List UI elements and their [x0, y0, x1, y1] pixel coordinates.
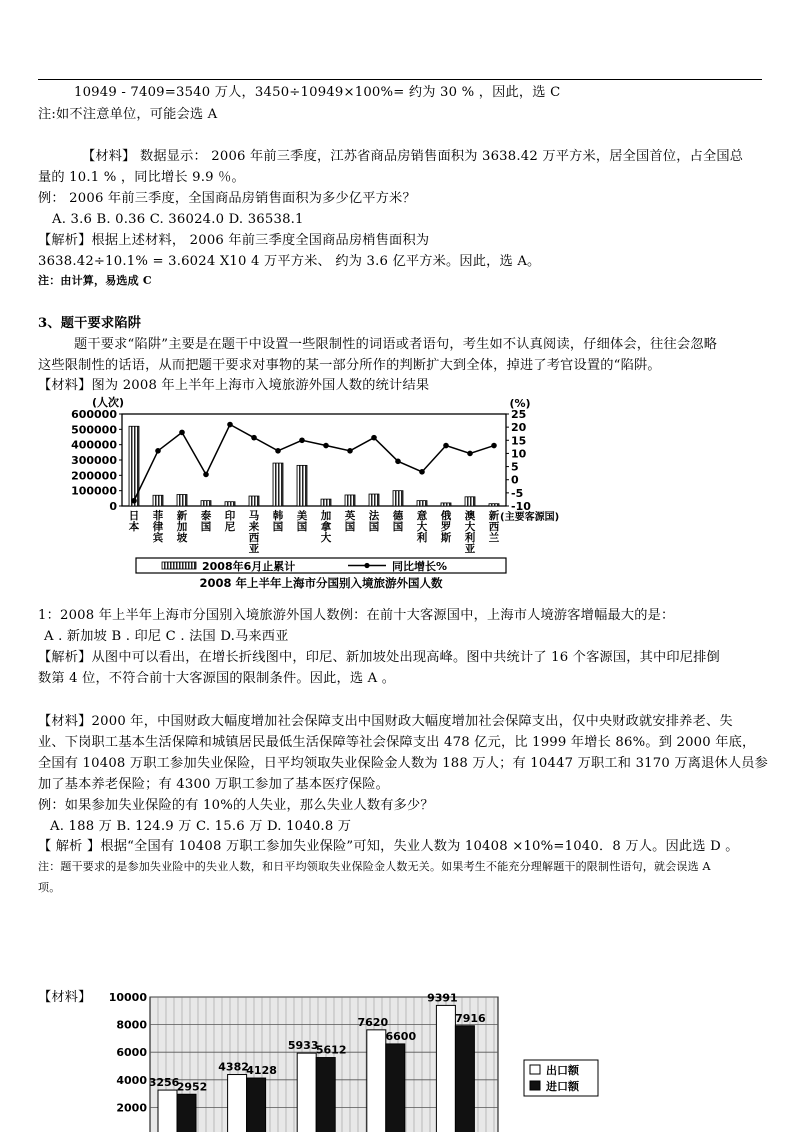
header-rule	[38, 79, 762, 80]
x-category-label: 澳	[464, 510, 476, 522]
x-category-label: 大	[464, 521, 476, 533]
tourism-bar	[153, 495, 163, 506]
q1-analysis-line1: 【解析】从图中可以看出，在增长折线图中，印尼、新加坡处出现高峰。图中共统计了 16 个客源国，其中印尼排倒	[38, 650, 720, 665]
export-bar	[228, 1075, 247, 1132]
x-category-label: 国	[392, 521, 404, 533]
x-category-label: 利	[464, 532, 476, 544]
export-value-label: 5933	[287, 1039, 319, 1053]
q1-analysis-line2: 数第 4 位，不符合前十大客源国的限制条件。因此，选 A 。	[38, 671, 396, 686]
ex1-analysis-line2: 3638.42÷10.1% = 3.6024 X10 4 万平方米、 约为 3.6 亿平方米。因此，选 A。	[38, 254, 541, 269]
legend-export-label: 出口额	[546, 1064, 579, 1077]
ex3-material-line4: 加了基本养老保险；有 4300 万职工参加了基本医疗保险。	[38, 777, 390, 792]
tourism-bar	[393, 491, 403, 506]
tourism-chart-labels	[129, 509, 559, 555]
growth-point	[155, 448, 161, 454]
tourism-bar	[465, 497, 475, 506]
ex3-options: A. 188 万 B. 124.9 万 C. 15.6 万 D. 1040.8 万	[50, 819, 352, 834]
trade-y-tick-label: 10000	[108, 991, 147, 1004]
legend-line-marker	[364, 563, 369, 568]
import-value-label: 5612	[315, 1043, 347, 1057]
y-right-tick-label: 15	[511, 434, 527, 448]
y-right-tick-label: -10	[511, 500, 531, 513]
import-value-label: 2952	[176, 1080, 208, 1094]
growth-point	[227, 422, 233, 428]
export-value-label: 3256	[148, 1076, 180, 1090]
x-category-label: 斯	[440, 532, 452, 544]
import-bar	[177, 1094, 196, 1132]
x-category-label: 尼	[224, 521, 236, 533]
x-category-label: 德	[392, 510, 404, 522]
import-bar	[386, 1044, 405, 1132]
section3-para-line1: 题干要求“陷阱”主要是在题干中设置一些限制性的词语或者语句，考生如不认真阅读，仔细体会，往往会忽略	[74, 337, 718, 352]
export-bar	[367, 1030, 386, 1132]
legend-import-label: 进口额	[546, 1080, 579, 1093]
q1-question: 1：2008 年上半年上海市分国别入境旅游外国人数例：在前十大客源国中，上海市人境游客增幅最大的是：	[38, 608, 675, 623]
trade-y-tick-label: 4000	[116, 1073, 147, 1087]
x-category-label: 加	[320, 510, 332, 522]
x-category-label: 西	[488, 521, 500, 533]
prev-calc: 10949 - 7409=3540 万人，3450÷10949×100%= 约为 30 % ，因此，选 C	[74, 85, 561, 100]
growth-point	[467, 451, 473, 457]
tourism-bar	[297, 465, 307, 506]
section3-material: 【材料】图为 2008 年上半年上海市入境旅游外国人数的统计结果	[38, 378, 430, 393]
growth-point	[371, 435, 377, 441]
x-category-label: 国	[200, 521, 212, 533]
legend-bar-label: 2008年6月止累计	[202, 560, 296, 573]
x-category-label: 俄	[440, 510, 452, 522]
legend-import-swatch	[530, 1081, 540, 1090]
legend-line-label: 同比增长%	[392, 560, 448, 573]
section3-heading: 3、题干要求陷阱	[38, 316, 142, 331]
import-bar	[455, 1026, 474, 1132]
ex1-options: A. 3.6 B. 0.36 C. 36024.0 D. 36538.1	[52, 212, 304, 227]
growth-point	[491, 443, 497, 449]
x-category-label: 新	[176, 510, 188, 522]
export-bar	[158, 1090, 177, 1132]
export-value-label: 4382	[218, 1060, 249, 1074]
growth-point	[443, 443, 449, 449]
tourism-bar	[273, 463, 283, 506]
y-left-axis-label: (人次)	[91, 396, 125, 409]
plot-border	[122, 414, 506, 506]
ex3-question: 例：如果参加失业保险的有 10%的人失业，那么失业人数有多少？	[38, 798, 434, 813]
y-left-tick-label: 100000	[71, 484, 117, 498]
prev-note: 注:如不注意单位，可能会选 A	[38, 107, 218, 122]
trade-chart-svg	[100, 985, 620, 1132]
growth-point	[179, 430, 185, 436]
ex1-note: 注：由计算，易选成 C	[38, 274, 152, 287]
x-category-label: 拿	[320, 521, 332, 533]
x-category-label: 印	[224, 510, 236, 522]
tourism-bar	[177, 495, 187, 507]
growth-point	[323, 443, 329, 449]
ex1-material-line2: 量的 10.1 % ，同比增长 9.9 ％。	[38, 170, 245, 185]
growth-point	[275, 448, 281, 454]
export-value-label: 9391	[427, 991, 458, 1005]
x-category-label: 大	[320, 532, 332, 544]
import-value-label: 7916	[455, 1011, 486, 1025]
export-bar	[436, 1005, 455, 1132]
x-category-label: 大	[416, 521, 428, 533]
y-left-tick-label: 600000	[71, 408, 117, 421]
growth-point	[131, 498, 137, 504]
tourism-bar	[321, 499, 331, 506]
x-category-label: 利	[416, 532, 428, 544]
export-value-label: 7620	[357, 1015, 389, 1029]
tourism-bar	[441, 503, 451, 506]
x-category-label: 法	[368, 510, 380, 522]
trade-y-tick-label: 8000	[116, 1018, 147, 1032]
import-value-label: 6600	[385, 1029, 417, 1043]
growth-point	[419, 469, 425, 475]
x-category-label: 加	[176, 521, 188, 533]
import-bar	[316, 1058, 335, 1132]
x-category-label: 本	[128, 521, 140, 533]
x-category-label: 亚	[464, 543, 476, 555]
import-bar	[247, 1078, 266, 1132]
ex3-analysis: 【 解析 】根据“全国有 10408 万职工参加失业保险”可知，失业人数为 10408 ×10%=1040．8 万人。因此选 D 。	[38, 839, 739, 854]
y-left-tick-label: 300000	[71, 454, 117, 467]
ex1-question: 例： 2006 年前三季度，全国商品房销售面积为多少亿平方米？	[38, 191, 416, 206]
y-left-tick-label: 500000	[71, 423, 117, 437]
ex4-material: 【材料】	[38, 990, 92, 1005]
x-category-label: 律	[152, 521, 164, 533]
y-right-tick-label: 10	[511, 447, 527, 461]
tourism-bar	[345, 495, 355, 506]
ex1-material-line1: 【材料】 数据显示： 2006 年前三季度，江苏省商品房销售面积为 3638.42 万平方米，居全国首位，占全国总	[82, 149, 744, 164]
import-value-label: 4128	[246, 1064, 277, 1078]
y-left-tick-label: 0	[109, 500, 117, 513]
section3-para-line2: 这些限制性的话语，从而把题干要求对事物的某一部分所作的判断扩大到全体，掉进了考官设置的“陷阱。	[38, 358, 661, 373]
x-category-label: 国	[368, 521, 380, 533]
export-bar	[297, 1053, 316, 1132]
y-right-tick-label: -5	[511, 486, 524, 500]
ex3-note-line1: 注：题干要求的是参加失业险中的失业人数，和日平均领取失业保险金人数无关。如果考生不能充分理解题干的限制性语句，就会误选 A	[38, 860, 711, 873]
y-right-tick-label: 5	[511, 460, 519, 474]
tourism-chart-svg	[38, 394, 618, 594]
y-left-tick-label: 400000	[71, 438, 117, 452]
growth-point	[251, 435, 257, 441]
q1-options: A . 新加坡 B . 印尼 C . 法国 D.马来西亚	[44, 629, 289, 644]
ex3-material-line3: 全国有 10408 万职工参加失业保险，日平均领取失业保险金人数为 188 万人；有 10447 万职工和 3170 万离退休人员参	[38, 756, 769, 771]
x-axis-label: (主要客源国)	[500, 512, 560, 523]
tourism-bar	[417, 501, 427, 506]
tourism-bar	[369, 494, 379, 506]
trade-y-tick-label: 2000	[116, 1101, 147, 1115]
x-category-label: 英	[344, 510, 356, 522]
y-right-tick-label: 20	[511, 421, 527, 435]
x-category-label: 国	[344, 521, 356, 533]
x-category-label: 西	[248, 532, 260, 544]
x-category-label: 泰	[200, 510, 212, 522]
ex3-material-line1: 【材料】2000 年，中国财政大幅度增加社会保障支出中国财政大幅度增加社会保障支出，仅中央财政就安排养老、失	[38, 714, 733, 729]
x-category-label: 菲	[152, 510, 164, 522]
legend-export-swatch	[530, 1065, 540, 1074]
x-category-label: 国	[272, 521, 284, 533]
x-category-label: 兰	[488, 532, 500, 544]
tourism-bar	[489, 504, 499, 506]
chart-title: 2008 年上半年上海市分国别入境旅游外国人数	[199, 576, 443, 590]
x-category-label: 马	[248, 510, 260, 522]
ex3-material-line2: 业、下岗职工基本生活保障和城镇居民最低生活保障等社会保障支出 478 亿元，比 1999 年增长 86%。到 2000 年底，	[38, 735, 756, 750]
x-category-label: 韩	[272, 510, 284, 522]
ex1-analysis-line1: 【解析】根据上述材料， 2006 年前三季度全国商品房梢售面积为	[38, 233, 430, 248]
ex3-note-line2: 项。	[38, 881, 61, 894]
x-category-label: 坡	[176, 532, 188, 544]
y-right-axis-label: (%)	[509, 397, 531, 410]
growth-point	[395, 459, 401, 465]
tourism-chart-line	[131, 422, 497, 504]
x-category-label: 宾	[152, 532, 164, 544]
x-category-label: 美	[296, 510, 308, 522]
trade-chart	[100, 985, 620, 1132]
tourism-chart	[38, 394, 618, 594]
y-right-tick-label: 0	[511, 473, 519, 487]
x-category-label: 意	[416, 510, 428, 522]
growth-point	[203, 472, 209, 478]
legend-bar-swatch	[162, 562, 196, 569]
tourism-bar	[225, 502, 235, 506]
x-category-label: 日	[128, 510, 140, 522]
y-right-tick-label: 25	[511, 408, 527, 421]
growth-line	[134, 425, 494, 501]
x-category-label: 来	[248, 521, 260, 533]
trade-y-tick-label: 6000	[116, 1046, 147, 1060]
y-left-tick-label: 200000	[71, 469, 117, 483]
x-category-label: 罗	[440, 521, 452, 533]
x-category-label: 国	[296, 521, 308, 533]
growth-point	[347, 448, 353, 454]
tourism-bar	[201, 501, 211, 506]
tourism-bar	[249, 496, 259, 506]
x-category-label: 新	[488, 510, 500, 522]
x-category-label: 亚	[248, 543, 260, 555]
growth-point	[299, 437, 305, 443]
